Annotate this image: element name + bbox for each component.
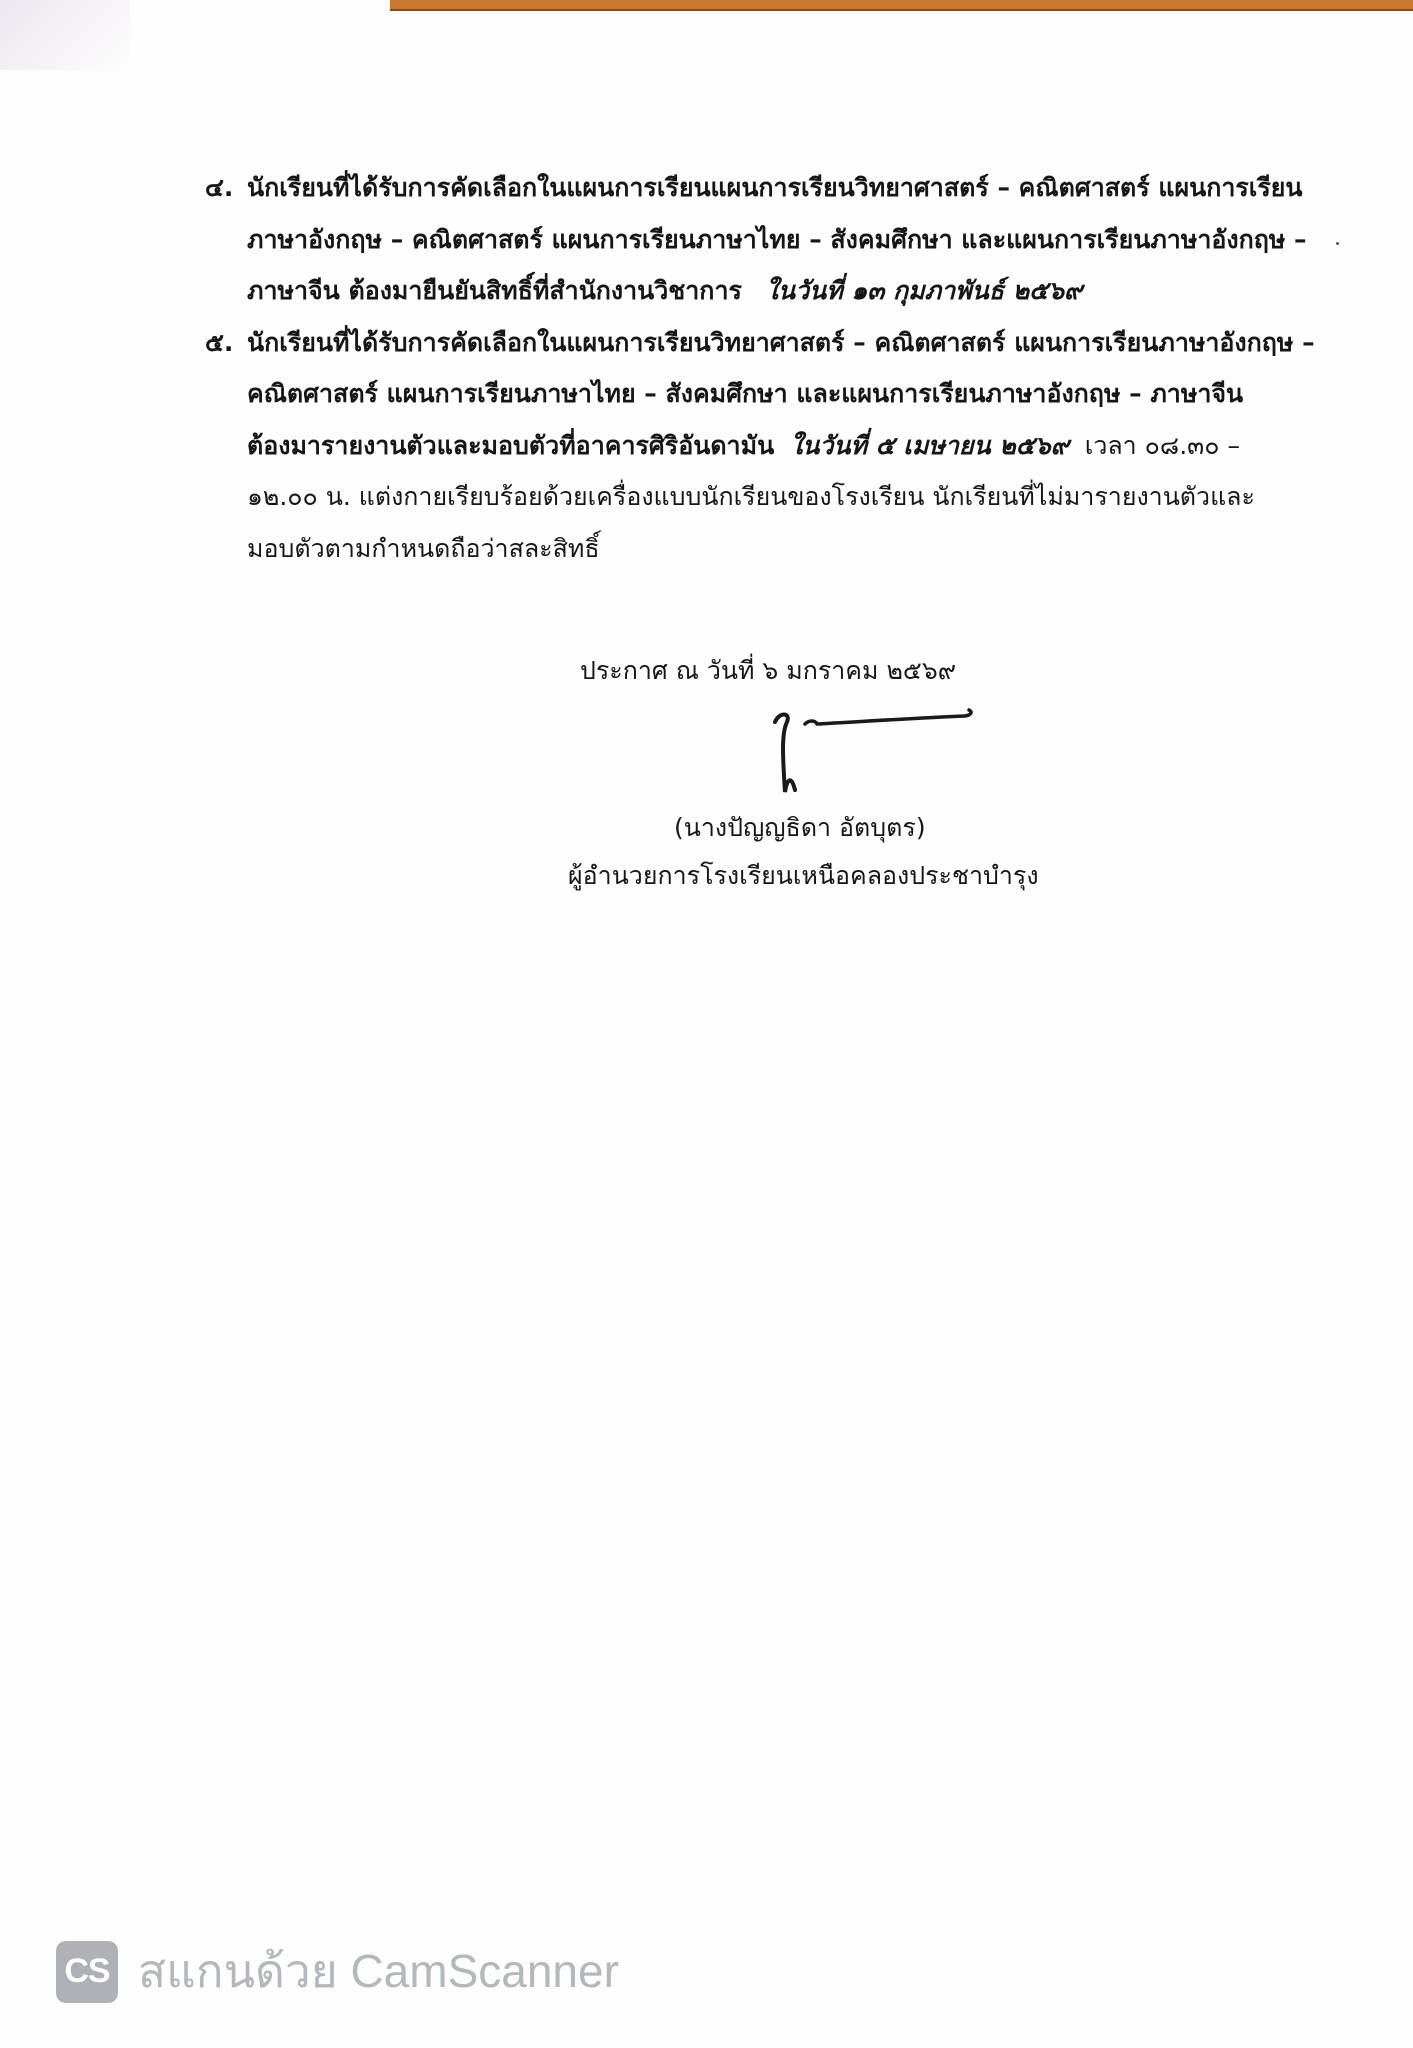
watermark-text: สแกนด้วย CamScanner: [138, 1945, 619, 1997]
item-line: นักเรียนที่ได้รับการคัดเลือกในแผนการเรียนแผนการเรียนวิทยาศาสตร์ – คณิตศาสตร์ แผนการเรียน: [247, 173, 1303, 202]
item-line: ภาษาอังกฤษ – คณิตศาสตร์ แผนการเรียนภาษาไทย – สังคมศึกษา และแผนการเรียนภาษาอังกฤษ –: [247, 224, 1307, 254]
item-line: ๑๒.๐๐ น. แต่งกายเรียบร้อยด้วยเครื่องแบบนักเรียนของโรงเรียน นักเรียนที่ไม่มารายงานตัวและ: [247, 482, 1255, 511]
confirmation-date: ในวันที่ ๑๓ กุมภาพันธ์ ๒๕๖๙: [765, 276, 1083, 305]
signature: [765, 700, 995, 800]
item-line: ต้องมารายงานตัวและมอบตัวที่อาคารศิริอันดามัน: [247, 430, 775, 460]
item-line: คณิตศาสตร์ แผนการเรียนภาษาไทย – สังคมศึกษา และแผนการเรียนภาษาอังกฤษ – ภาษาจีน: [247, 379, 1244, 408]
signer-title: ผู้อำนวยการโรงเรียนเหนือคลองประชาบำรุง: [568, 861, 1039, 890]
speck: [1336, 242, 1339, 245]
item-line: มอบตัวตามกำหนดถือว่าสละสิทธิ์: [247, 533, 600, 563]
camscanner-logo-icon: CS: [56, 1941, 118, 2003]
item-number: ๕.: [205, 327, 234, 357]
scan-corner-shadow: [0, 0, 130, 70]
notice-item-5: [205, 317, 1315, 575]
notice-item-4: [205, 162, 1305, 317]
top-color-strip: [390, 0, 1413, 11]
announcement-date: ประกาศ ณ วันที่ ๖ มกราคม ๒๕๖๙: [580, 656, 957, 685]
item-number: ๔.: [205, 173, 234, 202]
camscanner-watermark: [56, 1935, 619, 2008]
report-date: ในวันที่ ๕ เมษายน ๒๕๖๙: [790, 430, 1069, 460]
signer-name: (นางปัญญธิดา อัตบุตร): [674, 813, 926, 842]
report-time: เวลา ๐๘.๓๐ –: [1084, 430, 1240, 460]
item-line: ภาษาจีน ต้องมายืนยันสิทธิ์ที่สำนักงานวิชาการ: [247, 276, 742, 305]
notice-body: [205, 162, 1315, 574]
item-line: นักเรียนที่ได้รับการคัดเลือกในแผนการเรียนวิทยาศาสตร์ – คณิตศาสตร์ แผนการเรียนภาษาอังกฤษ –: [247, 327, 1315, 357]
